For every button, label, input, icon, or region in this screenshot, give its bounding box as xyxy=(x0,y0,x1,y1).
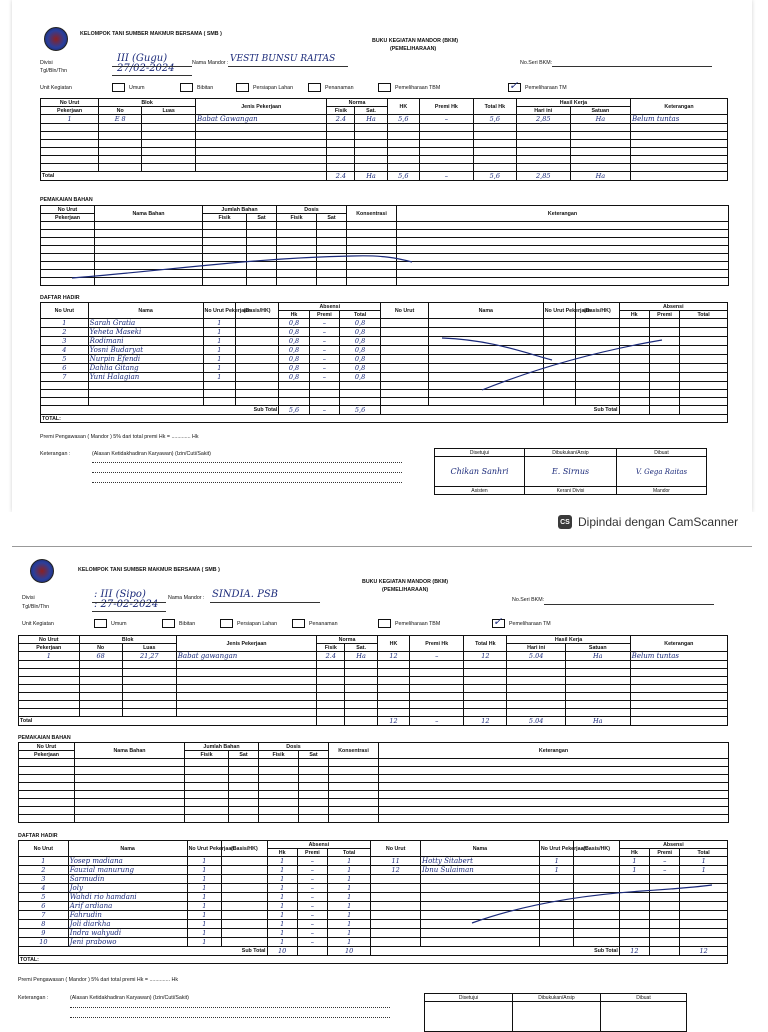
signature-asisten xyxy=(425,1002,513,1032)
unit-checkbox-penanaman[interactable] xyxy=(308,83,321,92)
keterangan-label: Keterangan : xyxy=(40,451,71,457)
signature-mandor xyxy=(601,1002,687,1032)
unit-umum-label: Umum xyxy=(129,85,145,91)
date-value: : 27-02-2024 xyxy=(94,599,159,610)
unit-tm-label: Pemeliharaan TM xyxy=(509,621,551,627)
mandor-label: Nama Mandor : xyxy=(192,60,229,66)
date-label: Tgl/Bln/Thn xyxy=(40,68,68,74)
unit-checkbox-tm[interactable] xyxy=(492,615,505,628)
subtotal-row: Sub Total 10 10 Sub Total 12 12 xyxy=(19,947,728,956)
unit-umum-label: Umum xyxy=(111,621,127,627)
work-total-row: Total 12 – 12 5.04 Ha xyxy=(19,717,728,726)
table-row: 4 Joly 1 1 – 1 xyxy=(19,884,728,893)
seri-label: No.Seri BKM: xyxy=(512,597,545,603)
hadir-title: DAFTAR HADIR xyxy=(40,295,80,301)
org-name: KELOMPOK TANI SUMBER MAKMUR BERSAMA ( SMB ) xyxy=(80,31,222,37)
unit-label: Unit Kegiatan xyxy=(40,85,72,91)
seri-label: No.Seri BKM: xyxy=(520,60,553,66)
mandor-value: VESTI BUNSU RAITAS xyxy=(230,54,336,64)
divisi-label: Divisi xyxy=(40,60,53,66)
divisi-value: : III (Sipo) xyxy=(94,589,146,600)
table-row: 3 Sarmudin 1 1 – 1 xyxy=(19,875,728,884)
table-row: 5 Nurpin Efendi 1 0,8 – 0,8 xyxy=(41,355,728,364)
unit-tbm-label: Pemeliharaan TBM xyxy=(395,621,441,627)
unit-checkbox-bibitan[interactable] xyxy=(180,83,193,92)
date-label: Tgl/Bln/Thn xyxy=(22,604,50,610)
org-name: KELOMPOK TANI SUMBER MAKMUR BERSAMA ( SMB ) xyxy=(78,567,220,573)
unit-checkbox-umum[interactable] xyxy=(112,83,125,92)
book-subtitle: (PEMELIHARAAN) xyxy=(382,587,429,593)
signature-kerani: E. Sirnus xyxy=(525,457,617,487)
table-row: 2 Fauzial manurung 1 1 – 1 12 Ibnu Sulaiman 1 1 – 1 xyxy=(19,866,728,875)
signature-mandor: V. Gega Raitas xyxy=(617,457,707,487)
total-row: TOTAL: xyxy=(19,956,728,964)
attendance-table: No Urut Nama No Urut Pekerjaan (Basis/HK) Absensi No Urut Nama No Urut Pekerjaan (Basis/HK) Absensi Hk Premi Total Hk Premi Total 1 Yosep madiana 1 1 – 1 11 Hotty Sitabert 1 1 – 1 2 Fauzial manurung 1 1 – 1 12 Ibnu Sulaiman 1 1 – 1 3 Sarmudin 1 1 – 1 4 Joly 1 1 – 1 5 Wahdi rio hamdani 1 1 – 1 6 Arif ardiana 1 1 – 1 7 Fahrudin 1 1 – 1 8 Joli diarkha 1 1 – 1 9 Indra wahyudi 1 1 – 1 10 Jeni prabowo 1 1 – 1 Sub Total 10 10 Sub Total 12 12 TOTAL: xyxy=(18,840,728,964)
bahan-table: No Urut Nama Bahan Jumlah Bahan Dosis Konsentrasi Keterangan Pekerjaan Fisik Sat Fisik Sat xyxy=(18,742,729,823)
org-logo xyxy=(44,27,68,51)
unit-checkbox-persiapan[interactable] xyxy=(236,83,249,92)
keterangan-label: Keterangan : xyxy=(18,995,49,1001)
bkm-sheet-2 xyxy=(12,546,752,1024)
unit-bibitan-label: Bibitan xyxy=(179,621,196,627)
org-logo xyxy=(30,559,54,583)
unit-label: Unit Kegiatan xyxy=(22,621,54,627)
table-row: 9 Indra wahyudi 1 1 – 1 xyxy=(19,929,728,938)
table-row: 6 Dahlia Gitang 1 0,8 – 0,8 xyxy=(41,364,728,373)
book-subtitle: (PEMELIHARAAN) xyxy=(390,46,437,52)
signature-kerani xyxy=(513,1002,601,1032)
work-row: 1 68 21,27 Babat gawangan 2.4 Ha 12 – 12 5.04 Ha Belum tuntas xyxy=(19,652,728,661)
date-value: 27/02-2024 xyxy=(117,63,175,74)
unit-bibitan-label: Bibitan xyxy=(197,85,214,91)
premi-note: Premi Pengawasan ( Mandor ) 5% dari total premi Hk = .............. Hk xyxy=(18,977,178,983)
total-row: TOTAL: xyxy=(41,415,728,423)
unit-checkbox-umum[interactable] xyxy=(94,619,107,628)
unit-checkbox-tm[interactable] xyxy=(508,79,521,92)
unit-persiapan-label: Persiapan Lahan xyxy=(237,621,278,627)
mandor-label: Nama Mandor : xyxy=(168,595,205,601)
check-mark-icon: ✓ xyxy=(509,79,519,92)
keterangan-note: (Alasan Ketidakhadiran Karyawan) (Izin/Cuti/Sakit) xyxy=(92,451,211,457)
unit-checkbox-bibitan[interactable] xyxy=(162,619,175,628)
work-table: No Urut Blok Jenis Pekerjaan Norma HK Premi Hk Total Hk Hasil Kerja Keterangan Pekerjaan No Luas Fisik Sat. Hari ini Satuan 1 E 8 Babat Gawangan 2.4 Ha 5,6 – 5,6 2,85 Ha Belum tuntas Total 2.4 Ha 5,6 – 5,6 2,85 Ha xyxy=(40,98,728,181)
table-row: 7 Yuni Halagian 1 0,8 – 0,8 xyxy=(41,373,728,382)
work-table: No Urut Blok Jenis Pekerjaan Norma HK Premi Hk Total Hk Hasil Kerja Keterangan Pekerjaan No Luas Fisik Sat. Hari ini Satuan 1 68 21,27 Babat gawangan 2.4 Ha 12 – 12 5.04 Ha Belum tuntas Total 12 – 12 5.04 Ha xyxy=(18,635,728,726)
check-mark-icon: ✓ xyxy=(493,615,503,628)
unit-penanaman-label: Penanaman xyxy=(325,85,354,91)
unit-checkbox-tbm[interactable] xyxy=(378,619,391,628)
camscanner-logo-icon: CS xyxy=(558,515,572,529)
bkm-sheet-1 xyxy=(12,0,752,512)
divisi-value: III (Gugu) xyxy=(117,53,168,64)
unit-persiapan-label: Persiapan Lahan xyxy=(253,85,294,91)
signature-asisten: Chikan Sanhri xyxy=(435,457,525,487)
unit-checkbox-persiapan[interactable] xyxy=(220,619,233,628)
unit-tm-label: Pemeliharaan TM xyxy=(525,85,567,91)
camscanner-text: Dipindai dengan CamScanner xyxy=(578,515,739,529)
unit-checkbox-penanaman[interactable] xyxy=(292,619,305,628)
pemakaian-title: PEMAKAIAN BAHAN xyxy=(40,197,93,203)
book-title: BUKU KEGIATAN MANDOR (BKM) xyxy=(362,579,449,585)
table-row: 5 Wahdi rio hamdani 1 1 – 1 xyxy=(19,893,728,902)
camscanner-watermark xyxy=(558,513,738,531)
unit-checkbox-tbm[interactable] xyxy=(378,83,391,92)
table-row: 1 Sarah Gratia 1 0,8 – 0,8 xyxy=(41,319,728,328)
divisi-label: Divisi xyxy=(22,595,35,601)
keterangan-note: (Alasan Ketidakhadiran Karyawan) (Izin/Cuti/Sakit) xyxy=(70,995,189,1001)
table-row: 4 Yosni Budaryat 1 0,8 – 0,8 xyxy=(41,346,728,355)
mandor-value: SINDIA. PSB xyxy=(212,589,279,600)
work-row: 1 E 8 Babat Gawangan 2.4 Ha 5,6 – 5,6 2,85 Ha Belum tuntas xyxy=(41,115,728,124)
pemakaian-title: PEMAKAIAN BAHAN xyxy=(18,735,71,741)
table-row: 10 Jeni prabowo 1 1 – 1 xyxy=(19,938,728,947)
work-total-row: Total 2.4 Ha 5,6 – 5,6 2,85 Ha xyxy=(41,172,728,181)
premi-note: Premi Pengawasan ( Mandor ) 5% dari total premi Hk = ............. Hk xyxy=(40,434,199,440)
table-row: 2 Yeheta Maseki 1 0,8 – 0,8 xyxy=(41,328,728,337)
bahan-table: No Urut Nama Bahan Jumlah Bahan Dosis Konsentrasi Keterangan Pekerjaan Fisik Sat Fisik Sat xyxy=(40,205,729,286)
table-row: 6 Arif ardiana 1 1 – 1 xyxy=(19,902,728,911)
table-row: 7 Fahrudin 1 1 – 1 xyxy=(19,911,728,920)
hadir-title: DAFTAR HADIR xyxy=(18,833,58,839)
table-row: 8 Joli diarkha 1 1 – 1 xyxy=(19,920,728,929)
table-row: 3 Rodimani 1 0,8 – 0,8 xyxy=(41,337,728,346)
book-title: BUKU KEGIATAN MANDOR (BKM) xyxy=(372,38,459,44)
attendance-table: No Urut Nama No Urut Pekerjaan (Basis/HK) Absensi No Urut Nama No Urut Pekerjaan (Basis/HK) Absensi Hk Premi Total Hk Premi Total 1 Sarah Gratia 1 0,8 – 0,8 2 Yeheta Maseki 1 0,8 – 0,8 3 Rodimani 1 0,8 – 0,8 4 Yosni Budaryat 1 0,8 – 0,8 5 Nurpin Efendi 1 0,8 – 0,8 6 Dahlia Gitang 1 0,8 – 0,8 7 Yuni Halagian 1 0,8 – 0,8 Sub Total 5,6 – 5,6 Sub Total TOTAL: xyxy=(40,302,728,423)
table-row: 1 Yosep madiana 1 1 – 1 11 Hotty Sitabert 1 1 – 1 xyxy=(19,857,728,866)
signature-table: Disetujui Dibukukan/Arsip Dibuat xyxy=(424,993,687,1032)
unit-penanaman-label: Penanaman xyxy=(309,621,338,627)
unit-tbm-label: Pemeliharaan TBM xyxy=(395,85,441,91)
subtotal-row: Sub Total 5,6 – 5,6 Sub Total xyxy=(41,406,728,415)
signature-table: Disetujui Dibukukan/Arsip Dibuat Chikan Sanhri E. Sirnus V. Gega Raitas Asisten Kerani Divisi Mandor xyxy=(434,448,707,495)
